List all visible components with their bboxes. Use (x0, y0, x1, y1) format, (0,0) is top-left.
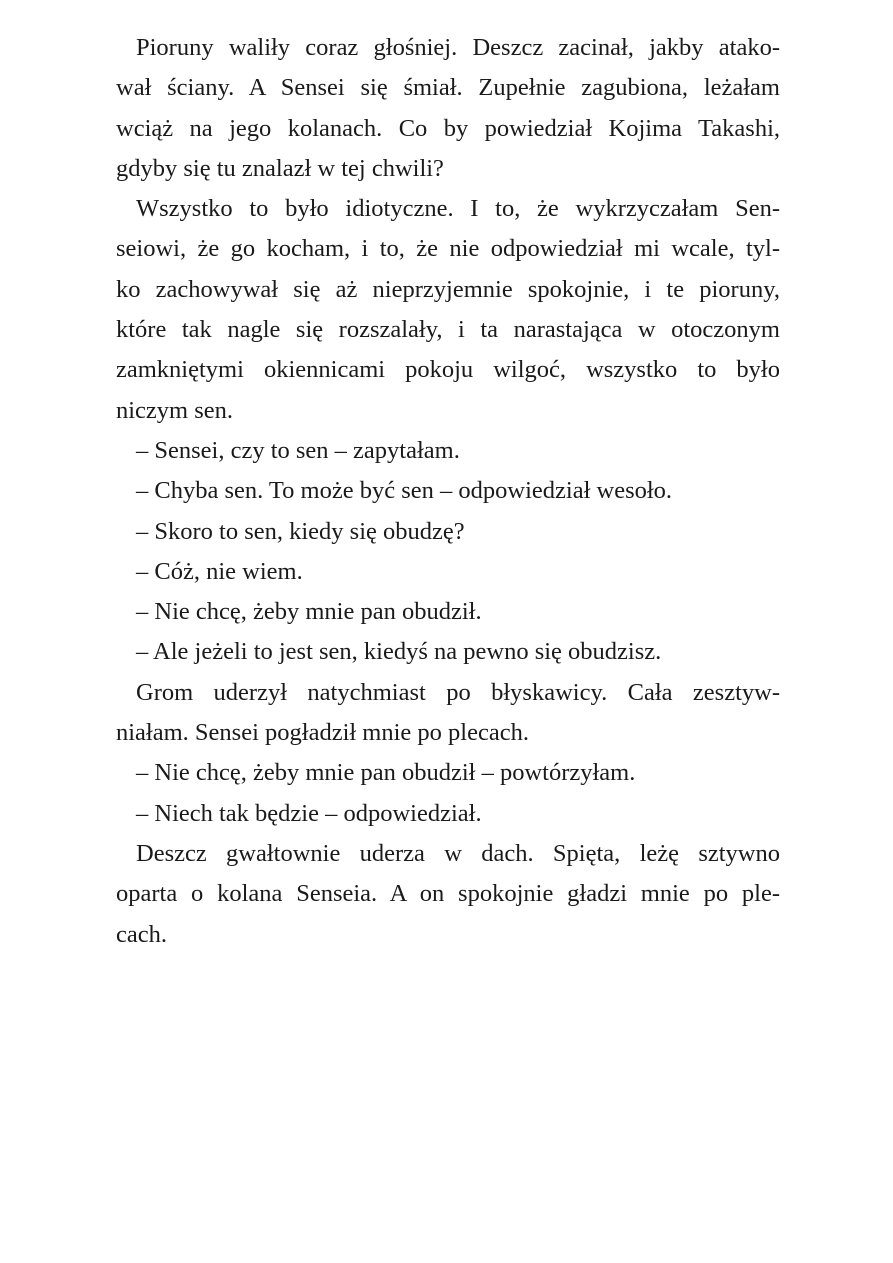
dialogue-line: – Nie chcę, żeby mnie pan obudził. (136, 598, 482, 626)
text-line: Pioruny waliły coraz głośniej. Deszcz zacinał, jakby atako- (136, 34, 780, 61)
text-line: Grom uderzył natychmiast po błyskawicy. Cała zesztyw- (136, 678, 780, 706)
body-text (116, 28, 780, 955)
text-line: niałam. Sensei pogładził mnie po plecach. (116, 719, 529, 747)
text-line: oparta o kolana Senseia. A on spokojnie gładzi mnie po ple- (116, 880, 780, 908)
dialogue-line: – Ale jeżeli to jest sen, kiedyś na pewno się obudzisz. (136, 638, 662, 666)
text-line: zamkniętymi okiennicami pokoju wilgoć, wszystko to było (116, 356, 780, 384)
text-line: niczym sen. (116, 396, 234, 424)
text-line: ko zachowywał się aż nieprzyjemnie spokojnie, i te pioruny, (116, 275, 780, 303)
text-line: cach. (116, 920, 167, 948)
dialogue-line: – Niech tak będzie – odpowiedział. (136, 799, 482, 827)
dialogue-line: – Chyba sen. To może być sen – odpowiedział wesoło. (136, 477, 673, 505)
text-line: seiowi, że go kocham, i to, że nie odpowiedział mi wcale, tyl- (116, 235, 780, 263)
text-line: które tak nagle się rozszalały, i ta narastająca w otoczonym (116, 316, 780, 344)
dialogue-line: – Sensei, czy to sen – zapytałam. (136, 436, 460, 464)
text-line: wał ściany. A Sensei się śmiał. Zupełnie zagubiona, leżałam (116, 74, 780, 102)
dialogue-line: – Skoro to sen, kiedy się obudzę? (136, 517, 465, 545)
text-line: Wszystko to było idiotyczne. I to, że wykrzyczałam Sen- (136, 195, 780, 223)
text-line: Deszcz gwałtownie uderza w dach. Spięta, leżę sztywno (136, 839, 780, 867)
dialogue-line: – Cóż, nie wiem. (136, 557, 303, 585)
dialogue-line: – Nie chcę, żeby mnie pan obudził – powtórzyłam. (136, 759, 636, 787)
text-line: wciąż na jego kolanach. Co by powiedział Kojima Takashi, (116, 114, 780, 142)
text-line: gdyby się tu znalazł w tej chwili? (116, 154, 444, 182)
